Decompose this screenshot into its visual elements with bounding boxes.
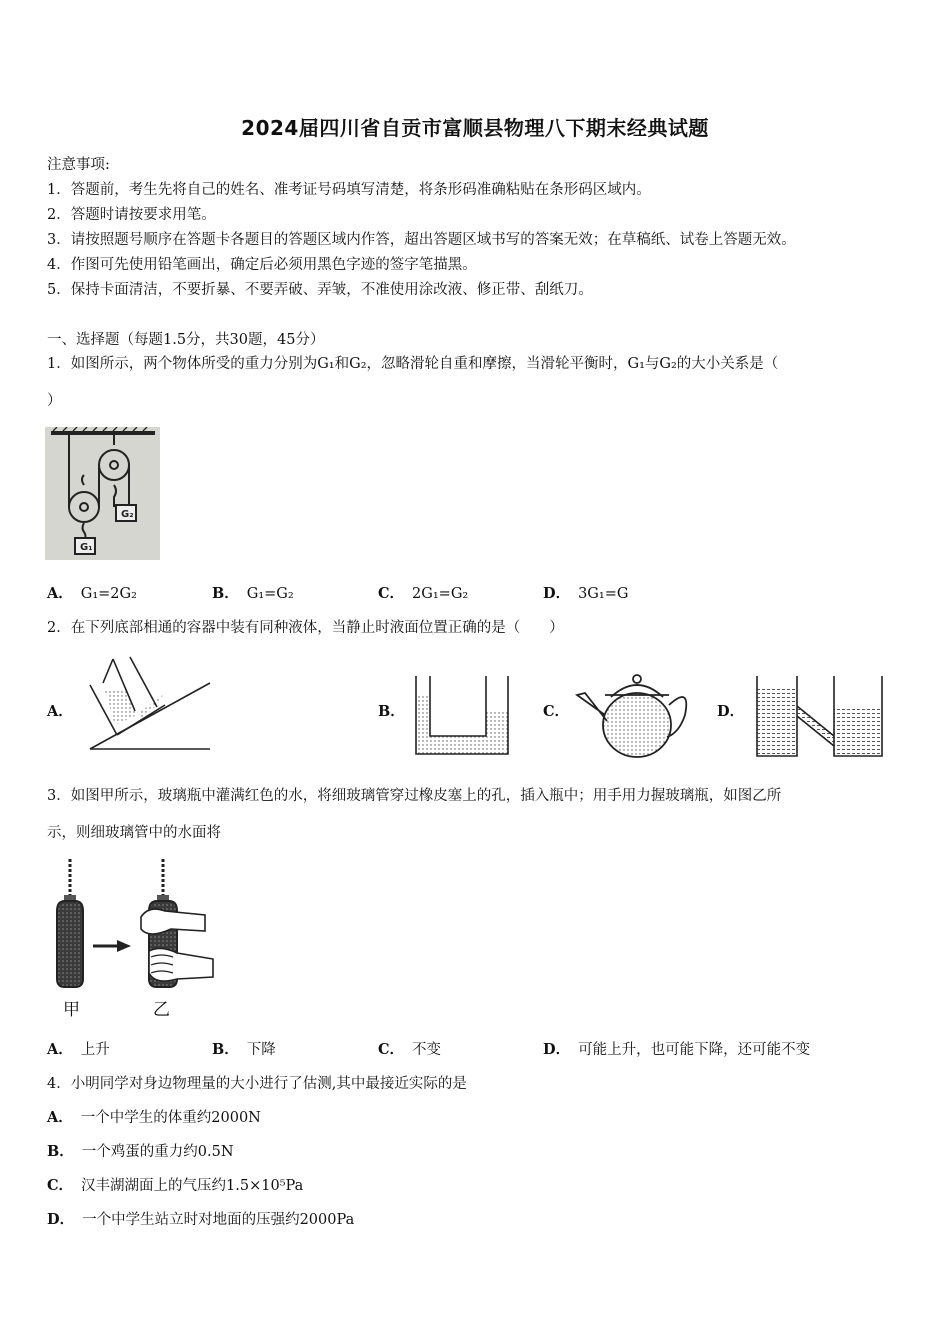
q1-option-c: C． 2G₁=G₂ xyxy=(378,585,469,602)
bottle-figure xyxy=(45,855,220,1025)
q3-stem-line2: 示，则细玻璃管中的水面将 xyxy=(47,825,221,841)
q2-stem: 2．在下列底部相通的容器中装有同种液体，当静止时液面位置正确的是（ ） xyxy=(47,620,564,636)
q3-option-b: B． 下降 xyxy=(212,1041,276,1058)
bottle-label-jia: 甲 xyxy=(63,1000,80,1020)
q2-option-a-label: A． xyxy=(47,703,73,720)
q4-option-b: B． 一个鸡蛋的重力约0.5N xyxy=(47,1143,234,1160)
page-title: 2024届四川省自贡市富顺县物理八下期末经典试题 xyxy=(241,116,709,140)
q4-option-c: C． 汉丰湖湖面上的气压约1.5×10⁵Pa xyxy=(47,1177,304,1194)
q2-option-c-label: C． xyxy=(543,703,570,720)
notice-item-1: 1．答题前，考生先将自己的姓名、准考证号码填写清楚，将条形码准确粘贴在条形码区域内。 xyxy=(47,182,651,198)
q1-stem-end: ） xyxy=(47,393,62,409)
pulley-figure xyxy=(45,427,160,560)
notice-item-3: 3．请按照题号顺序在答题卡各题目的答题区域内作答，超出答题区域书写的答案无效；在草稿纸、试卷上答题无效。 xyxy=(47,232,796,248)
notice-item-4: 4．作图可先使用铅笔画出，确定后必须用黑色字迹的签字笔描黑。 xyxy=(47,257,477,273)
q3-option-a: A． 上升 xyxy=(47,1041,110,1058)
q4-option-d: D． 一个中学生站立时对地面的压强约2000Pa xyxy=(47,1211,355,1228)
notice-item-5: 5．保持卡面清洁，不要折暴、不要弄破、弄皱，不准使用涂改液、修正带、刮纸刀。 xyxy=(47,282,593,298)
q2-figure-d xyxy=(752,672,887,760)
bottle-label-yi: 乙 xyxy=(153,1000,170,1020)
q4-stem: 4．小明同学对身边物理量的大小进行了估测,其中最接近实际的是 xyxy=(47,1076,467,1092)
q1-option-b: B． G₁=G₂ xyxy=(212,585,294,602)
q2-option-b-label: B． xyxy=(378,703,405,720)
pulley-label-g1: G₁ xyxy=(80,542,93,553)
q4-option-a: A． 一个中学生的体重约2000N xyxy=(47,1109,261,1126)
pulley-label-g2: G₂ xyxy=(121,509,134,520)
q3-stem-line1: 3．如图甲所示，玻璃瓶中灌满红色的水，将细玻璃管穿过橡皮塞上的孔，插入瓶中；用手用力握玻璃瓶，如图乙所 xyxy=(47,788,782,804)
q3-option-c: C． 不变 xyxy=(378,1041,442,1058)
q3-option-d: D． 可能上升，也可能下降，还可能不变 xyxy=(543,1041,811,1058)
q2-option-d-label: D． xyxy=(717,703,745,720)
q2-figure-b xyxy=(410,672,515,757)
section-heading: 一、选择题（每题1.5分，共30题，45分） xyxy=(47,332,325,348)
notice-heading: 注意事项: xyxy=(47,157,110,173)
q1-option-d: D． 3G₁=G xyxy=(543,585,629,602)
q1-option-a: A． G₁=2G₂ xyxy=(47,585,137,602)
q1-stem: 1．如图所示，两个物体所受的重力分别为G₁和G₂，忽略滑轮自重和摩擦，当滑轮平衡时，G₁与G₂的大小关系是（ xyxy=(47,356,779,372)
q2-figure-a xyxy=(85,655,215,755)
q2-figure-c xyxy=(575,665,693,763)
notice-item-2: 2．答题时请按要求用笔。 xyxy=(47,207,216,223)
